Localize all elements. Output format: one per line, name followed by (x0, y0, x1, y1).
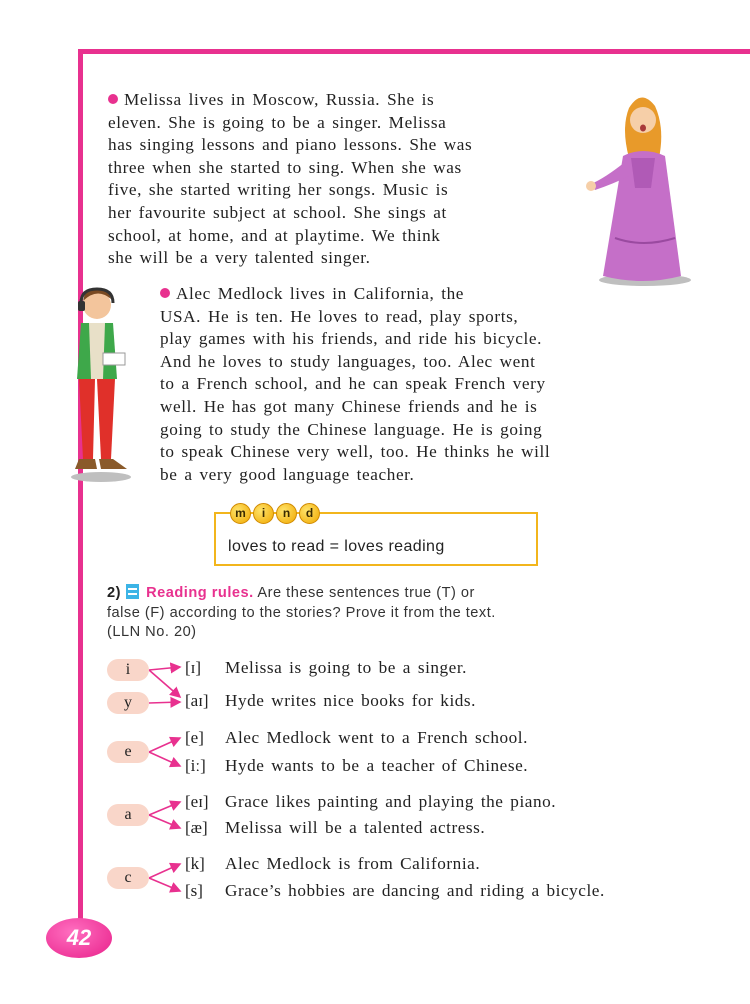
story-line: play games with his friends, and ride his bicycle. (160, 329, 543, 349)
bullet-icon (160, 288, 170, 298)
story-line: Melissa lives in Moscow, Russia. She is (124, 90, 435, 109)
arrow-line (149, 738, 180, 752)
alec-illustration (57, 283, 139, 483)
task-text: Are these sentences true (T) or (257, 585, 475, 601)
rule-sentence: Alec Medlock is from California. (225, 854, 481, 873)
rule-sentence: Hyde writes nice books for kids. (225, 691, 476, 710)
page-frame-top (78, 49, 750, 54)
arrow-line (149, 864, 180, 878)
arrow-line (149, 878, 180, 891)
story-line: her favourite subject at school. She sings at (108, 202, 447, 222)
phonetic-symbol: [iː] (185, 756, 206, 775)
story-line: eleven. She is going to be a singer. Melissa (108, 112, 447, 132)
rule-sentence: Grace’s hobbies are dancing and riding a bicycle. (225, 881, 605, 900)
mind-note-text: loves to read = loves reading (228, 538, 445, 555)
rule-sentence: Melissa will be a talented actress. (225, 818, 486, 837)
story-melissa (108, 89, 588, 270)
story-line: be a very good language teacher. (160, 464, 415, 484)
phonetic-symbol: [k] (185, 854, 205, 873)
arrow-line (149, 702, 180, 703)
page-frame-left (78, 49, 83, 929)
arrow-line (149, 815, 180, 828)
phonetic-symbol: [ɪ] (185, 658, 202, 677)
story-line: has singing lessons and piano lessons. She was (108, 135, 473, 155)
arrow-line (149, 670, 180, 697)
arrow-line (149, 667, 180, 670)
letter-pill: i (107, 659, 149, 681)
story-line: And he loves to study languages, too. Alec went (160, 351, 536, 371)
letter-pill: a (107, 804, 149, 826)
phonetic-symbol: [aɪ] (185, 691, 209, 710)
mind-letter: i (253, 503, 274, 524)
mind-letter: n (276, 503, 297, 524)
story-line: three when she started to sing. When she was (108, 157, 462, 177)
story-line: well. He has got many Chinese friends and he is (160, 396, 538, 416)
phonetic-symbol: [eɪ] (185, 792, 209, 811)
story-line: USA. He is ten. He loves to read, play sports, (160, 306, 519, 326)
task-number: 2) (107, 585, 121, 601)
mind-letter: m (230, 503, 251, 524)
phonetic-symbol: [æ] (185, 818, 208, 837)
rule-sentence: Melissa is going to be a singer. (225, 658, 468, 677)
melissa-singer-illustration (585, 88, 697, 288)
story-line: Alec Medlock lives in California, the (176, 284, 465, 303)
letter-pill: y (107, 692, 149, 714)
arrow-line (149, 802, 180, 815)
rule-sentence: Hyde wants to be a teacher of Chinese. (225, 756, 529, 775)
letter-pill: c (107, 867, 149, 889)
arrow-line (149, 752, 180, 766)
mind-letter: d (299, 503, 320, 524)
task-text: (LLN No. 20) (107, 624, 197, 640)
story-line: she will be a very talented singer. (108, 248, 371, 268)
phonetic-symbol: [s] (185, 881, 203, 900)
rule-sentence: Alec Medlock went to a French school. (225, 728, 528, 747)
task-title: Reading rules. (146, 585, 254, 601)
story-line: school, at home, and at playtime. We think (108, 225, 441, 245)
page-number: 42 (46, 918, 112, 958)
story-line: to speak Chinese very well, too. He thinks he will (160, 442, 551, 462)
letter-pill: e (107, 741, 149, 763)
story-line: to a French school, and he can speak French very (160, 374, 546, 394)
story-line: going to study the Chinese language. He is going (160, 419, 543, 439)
mind-badge (230, 503, 320, 524)
phonetic-symbol: [e] (185, 728, 204, 747)
story-alec (160, 283, 700, 486)
task-instructions (107, 584, 647, 643)
reading-book-icon (126, 584, 139, 599)
story-line: five, she started writing her songs. Music is (108, 180, 449, 200)
bullet-icon (108, 94, 118, 104)
task-text: false (F) according to the stories? Prove it from the text. (107, 604, 496, 621)
rule-sentence: Grace likes painting and playing the piano. (225, 792, 557, 811)
